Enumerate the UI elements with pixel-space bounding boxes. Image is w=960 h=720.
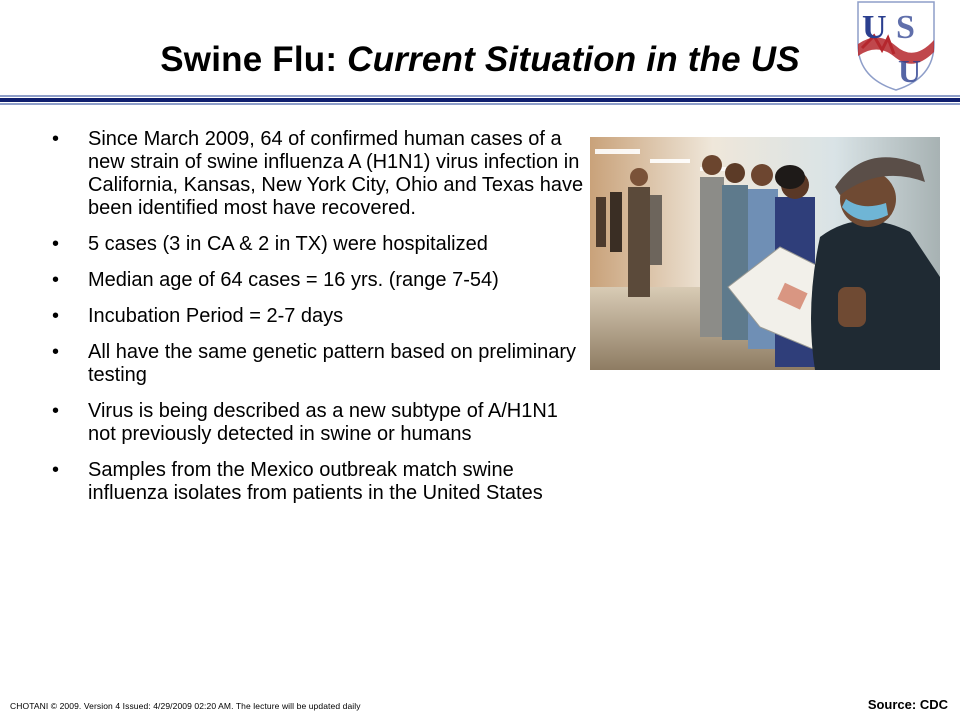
list-item: • Incubation Period = 2-7 days bbox=[52, 305, 587, 328]
svg-text:U: U bbox=[898, 53, 922, 89]
list-item: • Samples from the Mexico outbreak match swine influenza isolates from patients in the United States bbox=[52, 459, 587, 505]
usu-logo bbox=[848, 0, 944, 92]
list-item: • Median age of 64 cases = 16 yrs. (range 7-54) bbox=[52, 269, 587, 292]
svg-text:U: U bbox=[862, 9, 887, 46]
list-item: • Since March 2009, 64 of confirmed human cases of a new strain of swine influenza A (H1N1) virus infection in California, Kansas, New York City, Ohio and Texas have been identified most have recovered. bbox=[52, 128, 587, 220]
list-item: • Virus is being described as a new subtype of A/H1N1 not previously detected in swine or humans bbox=[52, 400, 587, 446]
title-main: Swine Flu: bbox=[160, 40, 348, 79]
footer-text: CHOTANI © 2009. Version 4 Issued: 4/29/2009 02:20 AM. The lecture will be updated daily bbox=[10, 701, 361, 711]
people-masks-photo bbox=[590, 137, 940, 370]
svg-text:S: S bbox=[896, 9, 915, 46]
title-italic: Current Situation in the US bbox=[347, 40, 800, 79]
bullet-list bbox=[52, 128, 587, 518]
slide-title bbox=[0, 40, 960, 80]
list-item: • 5 cases (3 in CA & 2 in TX) were hospitalized bbox=[52, 233, 587, 256]
list-item: • All have the same genetic pattern based on preliminary testing bbox=[52, 341, 587, 387]
source-label: Source: CDC bbox=[867, 697, 948, 712]
